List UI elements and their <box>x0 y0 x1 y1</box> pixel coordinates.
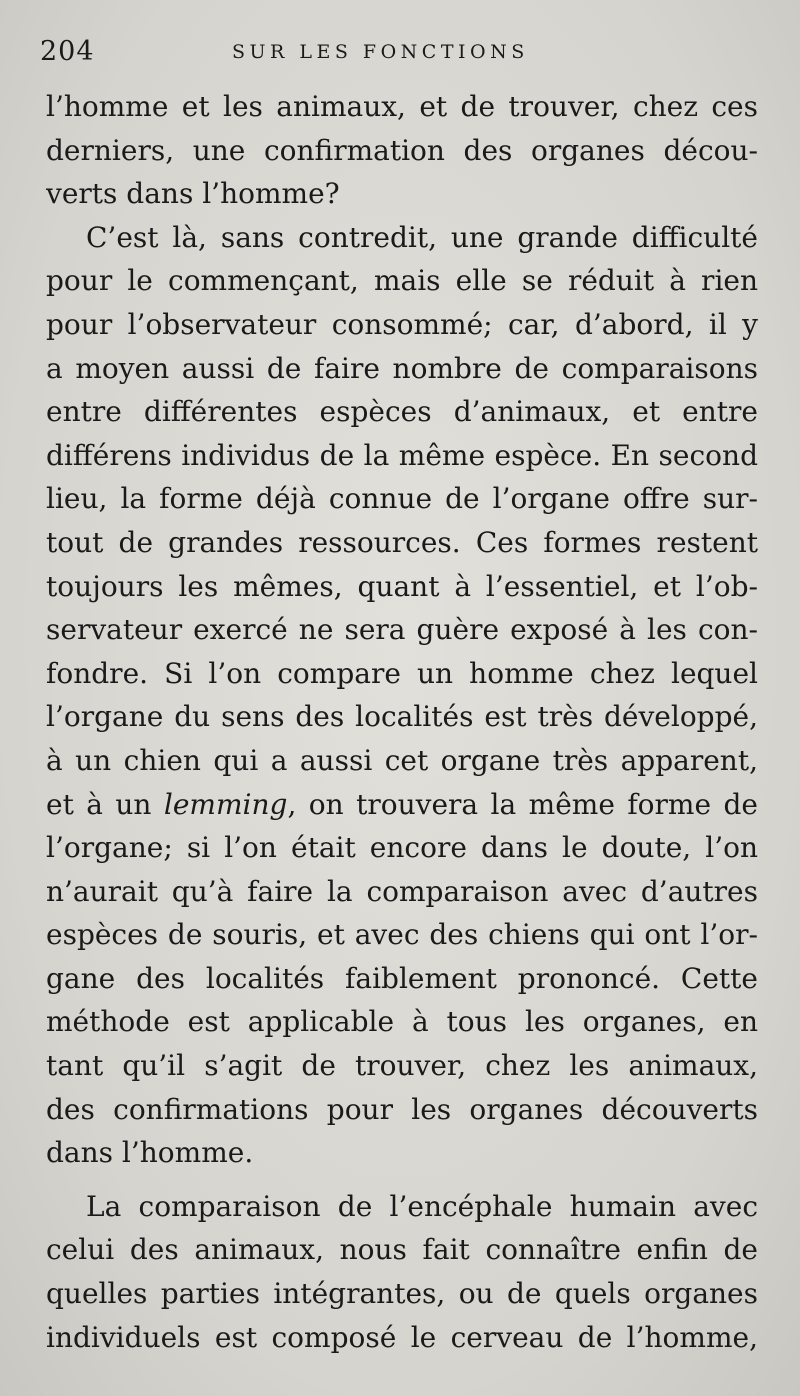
text-line: dans l’homme. <box>46 1136 254 1170</box>
running-head <box>40 36 760 76</box>
text-line: des confirmations pour les organes découverts <box>46 1092 758 1126</box>
text-fragment: et à un <box>46 787 164 821</box>
page-number: 204 <box>40 36 95 67</box>
text-fragment: , on trouvera la même forme de <box>287 787 758 821</box>
text-line: pour le commençant, mais elle se réduit à rien <box>46 264 758 298</box>
running-title: SUR LES FONCTIONS <box>232 41 529 63</box>
text-line: l’organe; si l’on était encore dans le doute, l’on <box>46 831 758 865</box>
italic-word: lemming <box>163 787 288 821</box>
text-line: n’aurait qu’à faire la comparaison avec d’autres <box>46 874 758 908</box>
text-line-with-italic <box>46 783 758 827</box>
text-line: lieu, la forme déjà connue de l’organe offre sur- <box>46 482 758 516</box>
text-line: celui des animaux, nous fait connaître enfin de <box>46 1233 758 1267</box>
text-line: verts dans l’homme? <box>46 177 340 211</box>
text-line: quelles parties intégrantes, ou de quels organes <box>46 1277 758 1311</box>
paragraph <box>46 1185 758 1359</box>
text-line: C’est là, sans contredit, une grande difficulté <box>86 220 758 254</box>
text-line: gane des localités faiblement prononcé. Cette <box>46 961 758 995</box>
text-line: tant qu’il s’agit de trouver, chez les animaux, <box>46 1049 758 1083</box>
text-body <box>46 85 758 1359</box>
text-line: l’organe du sens des localités est très développé, <box>46 700 758 734</box>
text-line: La comparaison de l’encéphale humain avec <box>86 1189 758 1223</box>
text-line: à un chien qui a aussi cet organe très apparent, <box>46 743 758 777</box>
text-line: fondre. Si l’on compare un homme chez lequel <box>46 656 758 690</box>
text-line: entre différentes espèces d’animaux, et entre <box>46 395 758 429</box>
text-line: derniers, une confirmation des organes décou- <box>46 133 758 167</box>
paragraph <box>46 216 758 1175</box>
text-line: a moyen aussi de faire nombre de comparaisons <box>46 351 758 385</box>
text-line: toujours les mêmes, quant à l’essentiel, et l’ob- <box>46 569 758 603</box>
text-line: pour l’observateur consommé; car, d’abord, il y <box>46 307 758 341</box>
paragraph <box>46 85 758 216</box>
text-line: l’homme et les animaux, et de trouver, chez ces <box>46 90 758 123</box>
text-line: méthode est applicable à tous les organes, en <box>46 1005 758 1039</box>
text-line: servateur exercé ne sera guère exposé à les con- <box>46 613 758 647</box>
text-line: différens individus de la même espèce. En second <box>46 438 758 472</box>
text-line: individuels est composé le cerveau de l’homme, <box>46 1320 758 1354</box>
text-line: espèces de souris, et avec des chiens qui ont l’or- <box>46 918 758 952</box>
text-line: tout de grandes ressources. Ces formes restent <box>46 525 758 559</box>
